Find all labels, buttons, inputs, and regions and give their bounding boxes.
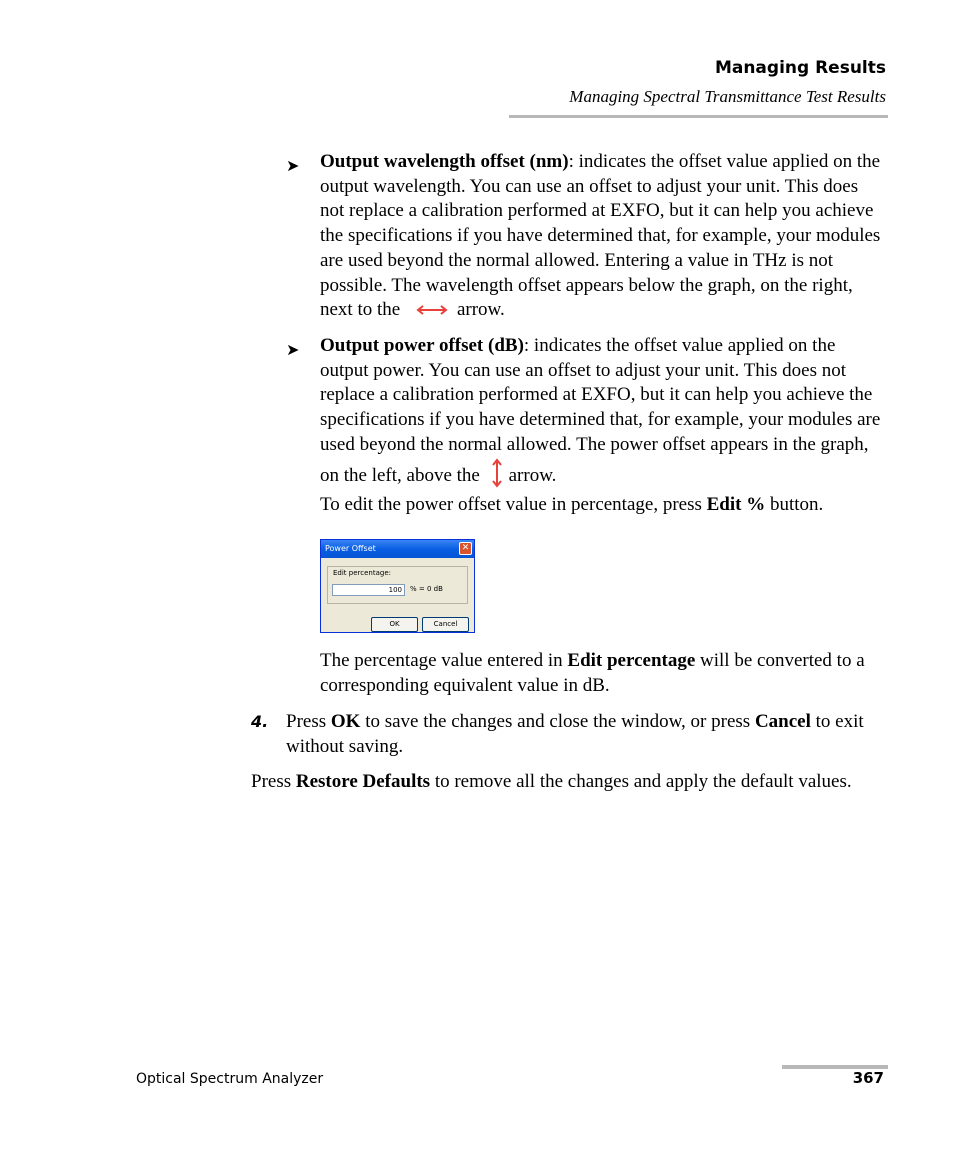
horizontal-double-arrow-icon (415, 299, 449, 324)
header-divider (509, 115, 888, 118)
percentage-input[interactable]: 100 (332, 584, 405, 596)
bullet-marker: ➤ (286, 156, 300, 175)
step-number: 4. (251, 712, 269, 731)
bullet-tail: arrow. (456, 299, 505, 321)
bullet-tail: arrow. (508, 464, 557, 486)
ok-button[interactable]: OK (371, 617, 418, 632)
section-subtitle: Managing Spectral Transmittance Test Results (569, 87, 886, 106)
dialog-title: Power Offset (321, 540, 474, 558)
note-text: The percentage value entered in (320, 650, 563, 671)
term-restore-defaults: Restore Defaults (295, 771, 431, 792)
footer-product-name: Optical Spectrum Analyzer (136, 1071, 324, 1087)
section-title: Managing Results (714, 58, 886, 78)
term-edit-percent: Edit % (706, 494, 766, 515)
page-number: 367 (852, 1069, 884, 1087)
term-ok: OK (330, 711, 361, 732)
term-cancel: Cancel (754, 711, 811, 732)
bullet-wavelength-offset (320, 150, 886, 323)
power-offset-dialog (320, 539, 475, 633)
bullet-power-offset (320, 334, 886, 495)
bullet-text: : indicates the offset value applied on the output wavelength. You can use an offset to adjust your unit. This does not replace a calibration performed at EXFO, but it can help you achieve the specifications if you have determined that, for example, your modules are used beyond the normal allowed. Entering a value in THz is not possible. The wavelength offset appears below the graph, on the right, next to the (320, 151, 881, 321)
note-text: Press (251, 771, 292, 792)
note-text: button. (769, 494, 824, 515)
step-text: Press (286, 711, 327, 732)
step-4-text (286, 710, 886, 759)
edit-percent-note (320, 493, 886, 518)
step-text: to exit without saving. (286, 711, 864, 757)
step-text: to save the changes and close the window, or press (365, 711, 751, 732)
term-edit-percentage: Edit percentage (567, 650, 696, 671)
close-icon[interactable]: ✕ (459, 542, 472, 555)
percentage-note (320, 649, 886, 698)
restore-defaults-note (251, 770, 886, 795)
note-text: will be converted to a corresponding equivalent value in dB. (320, 650, 865, 696)
note-text: to remove all the changes and apply the default values. (434, 771, 852, 792)
cancel-button[interactable]: Cancel (422, 617, 469, 632)
bullet-text: : indicates the offset value applied on the output power. You can use an offset to adjust your unit. This does not replace a calibration performed at EXFO, but it can help you achieve the specifications if you have determined that, for example, your modules are used beyond the normal allowed. The power offset appears in the graph, on the left, above the (320, 335, 881, 486)
bullet-marker: ➤ (286, 340, 300, 359)
term-power-offset: Output power offset (dB) (320, 335, 524, 356)
term-wavelength-offset: Output wavelength offset (nm) (320, 151, 569, 172)
note-text: To edit the power offset value in percentage, press (320, 494, 702, 515)
vertical-double-arrow-icon (491, 458, 503, 496)
edit-percentage-group (327, 566, 468, 604)
edit-percentage-label: Edit percentage: (333, 569, 391, 577)
conversion-text: % = 0 dB (410, 585, 443, 593)
